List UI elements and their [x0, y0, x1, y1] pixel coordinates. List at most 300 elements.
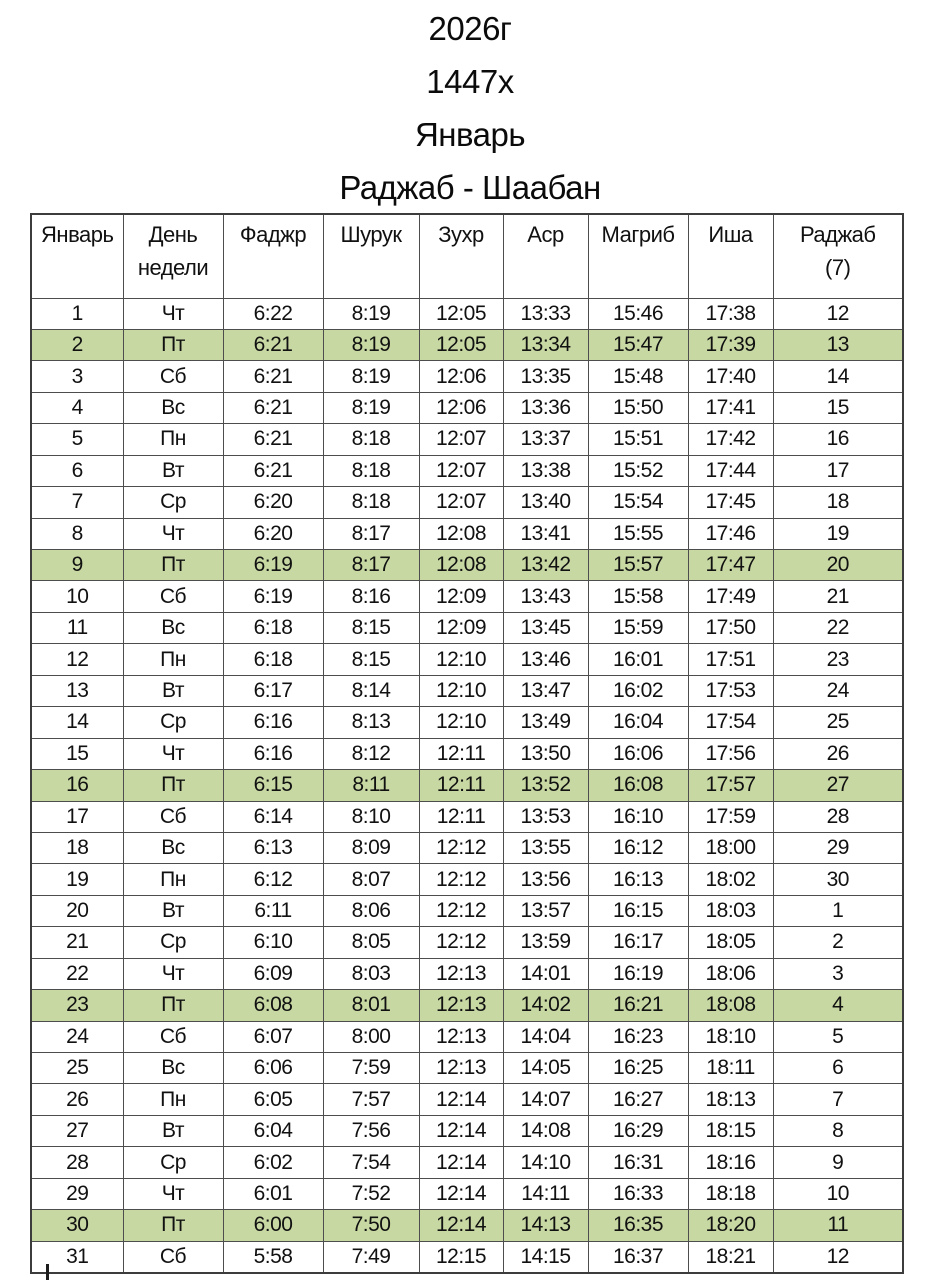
table-cell: Сб: [123, 801, 223, 832]
table-cell: 13:42: [503, 550, 588, 581]
table-cell: 8:13: [323, 707, 419, 738]
table-row: [31, 832, 903, 863]
table-cell: 18:05: [688, 927, 773, 958]
table-cell: 15:50: [588, 392, 688, 423]
table-cell: 26: [773, 738, 903, 769]
table-cell: 11: [773, 1210, 903, 1241]
table-cell: 12:09: [419, 581, 503, 612]
column-header-shuruk: [323, 214, 419, 298]
table-cell: 12:12: [419, 927, 503, 958]
table-row-friday: [31, 550, 903, 581]
table-cell: 6:20: [223, 487, 323, 518]
table-cell: 12:06: [419, 361, 503, 392]
table-cell: 28: [773, 801, 903, 832]
table-cell: 6:10: [223, 927, 323, 958]
table-cell: 6: [31, 455, 123, 486]
table-cell: 6:06: [223, 1053, 323, 1084]
table-cell: 16:37: [588, 1241, 688, 1272]
table-cell: 17:38: [688, 298, 773, 329]
table-cell: 16:17: [588, 927, 688, 958]
table-cell: 5: [773, 1021, 903, 1052]
table-cell: 20: [31, 895, 123, 926]
table-cell: 16:10: [588, 801, 688, 832]
table-cell: 12:11: [419, 738, 503, 769]
table-cell: 8:00: [323, 1021, 419, 1052]
table-cell: Вт: [123, 1115, 223, 1146]
table-cell: 7:49: [323, 1241, 419, 1272]
table-cell: 5: [31, 424, 123, 455]
table-row: [31, 298, 903, 329]
table-cell: 12: [773, 298, 903, 329]
table-row-friday: [31, 329, 903, 360]
table-cell: 8:10: [323, 801, 419, 832]
table-cell: 19: [773, 518, 903, 549]
table-cell: 13:35: [503, 361, 588, 392]
table-cell: 14:08: [503, 1115, 588, 1146]
table-cell: 18:16: [688, 1147, 773, 1178]
table-cell: 11: [31, 612, 123, 643]
table-cell: 16:25: [588, 1053, 688, 1084]
table-cell: 14:04: [503, 1021, 588, 1052]
table-cell: 27: [31, 1115, 123, 1146]
table-cell: 8:09: [323, 832, 419, 863]
table-cell: 12:13: [419, 1021, 503, 1052]
table-cell: 12:07: [419, 424, 503, 455]
table-cell: 13:49: [503, 707, 588, 738]
table-cell: 13:50: [503, 738, 588, 769]
table-cell: 17:49: [688, 581, 773, 612]
table-cell: 8:17: [323, 550, 419, 581]
table-row: [31, 1053, 903, 1084]
title-hijri-months: Раджаб - Шаабан: [339, 169, 601, 206]
table-cell: 13:43: [503, 581, 588, 612]
table-cell: 15:58: [588, 581, 688, 612]
table-cell: 12:14: [419, 1084, 503, 1115]
table-cell: 6:12: [223, 864, 323, 895]
table-row-friday: [31, 990, 903, 1021]
table-cell: 6:20: [223, 518, 323, 549]
table-cell: 9: [31, 550, 123, 581]
table-row: [31, 518, 903, 549]
table-cell: 25: [31, 1053, 123, 1084]
table-cell: 18:06: [688, 958, 773, 989]
table-cell: 16:21: [588, 990, 688, 1021]
column-header-date: [31, 214, 123, 298]
table-cell: 8:14: [323, 675, 419, 706]
table-cell: 17:40: [688, 361, 773, 392]
table-cell: 6: [773, 1053, 903, 1084]
table-cell: 17:47: [688, 550, 773, 581]
table-cell: Вс: [123, 392, 223, 423]
table-cell: Пн: [123, 1084, 223, 1115]
table-cell: 16: [31, 770, 123, 801]
table-cell: 1: [31, 298, 123, 329]
table-cell: 12:10: [419, 644, 503, 675]
table-cell: 12:12: [419, 864, 503, 895]
table-cell: 2: [31, 329, 123, 360]
table-cell: 30: [773, 864, 903, 895]
table-cell: Пт: [123, 1210, 223, 1241]
table-cell: 6:04: [223, 1115, 323, 1146]
table-row: [31, 738, 903, 769]
table-cell: 18:10: [688, 1021, 773, 1052]
table-cell: 17:54: [688, 707, 773, 738]
column-header-label: Шурук: [340, 222, 402, 247]
table-cell: Чт: [123, 518, 223, 549]
table-row: [31, 1147, 903, 1178]
table-cell: 13:56: [503, 864, 588, 895]
table-cell: 6:07: [223, 1021, 323, 1052]
table-cell: 21: [773, 581, 903, 612]
table-cell: 13:36: [503, 392, 588, 423]
table-cell: 24: [31, 1021, 123, 1052]
table-cell: 15:59: [588, 612, 688, 643]
table-cell: 8:15: [323, 644, 419, 675]
table-cell: 17: [773, 455, 903, 486]
table-row: [31, 581, 903, 612]
table-cell: 12:14: [419, 1147, 503, 1178]
table-cell: 7:56: [323, 1115, 419, 1146]
table-cell: 17:39: [688, 329, 773, 360]
table-cell: 12: [31, 644, 123, 675]
table-cell: 6:21: [223, 392, 323, 423]
table-cell: 15:47: [588, 329, 688, 360]
table-cell: 15:48: [588, 361, 688, 392]
table-cell: 17:46: [688, 518, 773, 549]
table-cell: 6:19: [223, 581, 323, 612]
table-cell: 13:41: [503, 518, 588, 549]
table-cell: 15: [31, 738, 123, 769]
table-row: [31, 1241, 903, 1272]
table-cell: 16:06: [588, 738, 688, 769]
table-cell: 14: [773, 361, 903, 392]
table-cell: 6:09: [223, 958, 323, 989]
table-cell: Ср: [123, 707, 223, 738]
table-cell: 17:59: [688, 801, 773, 832]
table-cell: 17:56: [688, 738, 773, 769]
table-row: [31, 361, 903, 392]
table-cell: 8:17: [323, 518, 419, 549]
table-cell: 21: [31, 927, 123, 958]
table-cell: 30: [31, 1210, 123, 1241]
table-cell: 7:50: [323, 1210, 419, 1241]
table-cell: 6:00: [223, 1210, 323, 1241]
table-cell: 12:09: [419, 612, 503, 643]
table-cell: 12:06: [419, 392, 503, 423]
table-cell: 12:14: [419, 1210, 503, 1241]
column-header-label: Магриб: [601, 222, 675, 247]
table-cell: 7: [773, 1084, 903, 1115]
table-cell: Вт: [123, 675, 223, 706]
table-row: [31, 1084, 903, 1115]
column-header-asr: [503, 214, 588, 298]
table-cell: 12:08: [419, 518, 503, 549]
table-cell: Пт: [123, 329, 223, 360]
table-cell: 16:27: [588, 1084, 688, 1115]
table-cell: 15:51: [588, 424, 688, 455]
table-cell: 6:21: [223, 361, 323, 392]
table-cell: 10: [31, 581, 123, 612]
column-header-label: Зухр: [438, 222, 484, 247]
table-cell: 18:21: [688, 1241, 773, 1272]
table-cell: 13:38: [503, 455, 588, 486]
table-cell: 12:11: [419, 801, 503, 832]
column-header-label: День: [148, 222, 198, 247]
table-cell: Чт: [123, 958, 223, 989]
prayer-times-table: [30, 213, 904, 1274]
table-cell: Пт: [123, 550, 223, 581]
table-cell: 2: [773, 927, 903, 958]
table-cell: Сб: [123, 1021, 223, 1052]
table-row: [31, 392, 903, 423]
table-cell: 13:59: [503, 927, 588, 958]
table-cell: 18:02: [688, 864, 773, 895]
table-cell: Вс: [123, 1053, 223, 1084]
title-year: 2026г: [428, 10, 512, 47]
table-cell: 12:07: [419, 455, 503, 486]
table-row: [31, 864, 903, 895]
table-cell: 8:05: [323, 927, 419, 958]
table-cell: 17: [31, 801, 123, 832]
table-row: [31, 487, 903, 518]
table-row: [31, 958, 903, 989]
title-block: [0, 0, 940, 214]
table-cell: 6:21: [223, 329, 323, 360]
table-cell: 6:05: [223, 1084, 323, 1115]
table-cell: Пт: [123, 990, 223, 1021]
table-cell: 8:19: [323, 392, 419, 423]
table-cell: 13:53: [503, 801, 588, 832]
table-cell: 13:40: [503, 487, 588, 518]
table-cell: 10: [773, 1178, 903, 1209]
table-cell: 18: [31, 832, 123, 863]
table-cell: 8:15: [323, 612, 419, 643]
table-row: [31, 1178, 903, 1209]
table-cell: 25: [773, 707, 903, 738]
table-cell: 6:02: [223, 1147, 323, 1178]
table-cell: 12:11: [419, 770, 503, 801]
table-cell: 13:45: [503, 612, 588, 643]
table-cell: 4: [773, 990, 903, 1021]
table-cell: Вт: [123, 455, 223, 486]
table-cell: 12:05: [419, 329, 503, 360]
table-cell: 6:18: [223, 612, 323, 643]
table-cell: 16:08: [588, 770, 688, 801]
table-cell: 7:54: [323, 1147, 419, 1178]
table-cell: 9: [773, 1147, 903, 1178]
column-header-isha: [688, 214, 773, 298]
table-cell: 6:14: [223, 801, 323, 832]
table-cell: 8:07: [323, 864, 419, 895]
table-cell: Ср: [123, 487, 223, 518]
table-cell: 16:31: [588, 1147, 688, 1178]
table-cell: 15:55: [588, 518, 688, 549]
table-row: [31, 1115, 903, 1146]
table-cell: 27: [773, 770, 903, 801]
table-cell: 13:55: [503, 832, 588, 863]
table-cell: 7: [31, 487, 123, 518]
table-cell: 6:19: [223, 550, 323, 581]
table-cell: 16: [773, 424, 903, 455]
column-header-fajr: [223, 214, 323, 298]
table-row: [31, 1021, 903, 1052]
table-cell: 12:13: [419, 990, 503, 1021]
table-row: [31, 455, 903, 486]
table-cell: 18:18: [688, 1178, 773, 1209]
table-cell: 6:11: [223, 895, 323, 926]
table-cell: 8:12: [323, 738, 419, 769]
table-row-friday: [31, 770, 903, 801]
table-header-row: [31, 214, 903, 298]
table-cell: Вс: [123, 832, 223, 863]
table-cell: 4: [31, 392, 123, 423]
table-cell: 3: [773, 958, 903, 989]
title-hijri-year: 1447х: [426, 63, 514, 100]
table-cell: 17:45: [688, 487, 773, 518]
table-cell: 12:07: [419, 487, 503, 518]
table-row: [31, 801, 903, 832]
table-cell: 6:01: [223, 1178, 323, 1209]
table-cell: Чт: [123, 738, 223, 769]
table-cell: 28: [31, 1147, 123, 1178]
table-cell: 17:41: [688, 392, 773, 423]
table-cell: 12:14: [419, 1178, 503, 1209]
table-cell: 17:53: [688, 675, 773, 706]
table-cell: 12:15: [419, 1241, 503, 1272]
table-cell: 16:19: [588, 958, 688, 989]
table-cell: 14: [31, 707, 123, 738]
table-cell: 12:13: [419, 1053, 503, 1084]
table-cell: Ср: [123, 927, 223, 958]
table-cell: 15:57: [588, 550, 688, 581]
prayer-table-body: [31, 298, 903, 1273]
table-cell: 14:15: [503, 1241, 588, 1272]
table-cell: 16:15: [588, 895, 688, 926]
table-cell: 8:06: [323, 895, 419, 926]
table-cell: 12:14: [419, 1115, 503, 1146]
table-row: [31, 424, 903, 455]
table-cell: 6:18: [223, 644, 323, 675]
table-cell: 18:20: [688, 1210, 773, 1241]
table-cell: 17:50: [688, 612, 773, 643]
table-cell: 14:11: [503, 1178, 588, 1209]
table-cell: 6:21: [223, 455, 323, 486]
table-cell: 6:08: [223, 990, 323, 1021]
table-cell: 14:05: [503, 1053, 588, 1084]
table-cell: 5:58: [223, 1241, 323, 1272]
table-cell: 8:19: [323, 329, 419, 360]
bottom-edge-artifact: [46, 1264, 49, 1280]
table-cell: 8:19: [323, 298, 419, 329]
table-cell: 29: [773, 832, 903, 863]
table-cell: 15:52: [588, 455, 688, 486]
table-cell: 12:12: [419, 832, 503, 863]
table-row: [31, 707, 903, 738]
column-header-label: недели: [137, 255, 209, 280]
table-cell: 15:54: [588, 487, 688, 518]
table-cell: 13: [773, 329, 903, 360]
table-cell: 15: [773, 392, 903, 423]
table-cell: 3: [31, 361, 123, 392]
table-cell: Чт: [123, 298, 223, 329]
table-cell: 16:35: [588, 1210, 688, 1241]
column-header-weekday: [123, 214, 223, 298]
table-cell: 23: [773, 644, 903, 675]
table-cell: 18:08: [688, 990, 773, 1021]
table-cell: 19: [31, 864, 123, 895]
table-cell: 23: [31, 990, 123, 1021]
table-cell: 6:15: [223, 770, 323, 801]
table-cell: 6:17: [223, 675, 323, 706]
table-cell: 29: [31, 1178, 123, 1209]
table-cell: Сб: [123, 361, 223, 392]
table-cell: 7:57: [323, 1084, 419, 1115]
table-cell: 24: [773, 675, 903, 706]
table-cell: 13: [31, 675, 123, 706]
table-cell: 17:42: [688, 424, 773, 455]
table-cell: 12:05: [419, 298, 503, 329]
column-header-label: Аср: [527, 222, 564, 247]
column-header-label: Фаджр: [239, 222, 307, 247]
table-cell: 14:02: [503, 990, 588, 1021]
table-cell: 13:57: [503, 895, 588, 926]
table-cell: 22: [773, 612, 903, 643]
table-row: [31, 927, 903, 958]
table-cell: Сб: [123, 581, 223, 612]
table-cell: 20: [773, 550, 903, 581]
table-cell: 6:22: [223, 298, 323, 329]
table-cell: 12:13: [419, 958, 503, 989]
table-cell: Вт: [123, 895, 223, 926]
table-cell: Ср: [123, 1147, 223, 1178]
table-cell: 8:16: [323, 581, 419, 612]
table-row: [31, 675, 903, 706]
column-header-label: Раджаб: [799, 222, 876, 247]
table-cell: 12:10: [419, 675, 503, 706]
table-cell: 14:10: [503, 1147, 588, 1178]
table-cell: 12: [773, 1241, 903, 1272]
table-cell: 8:18: [323, 424, 419, 455]
table-cell: 12:12: [419, 895, 503, 926]
column-header-maghrib: [588, 214, 688, 298]
table-cell: 18:00: [688, 832, 773, 863]
table-cell: 18:03: [688, 895, 773, 926]
table-cell: 13:37: [503, 424, 588, 455]
table-cell: 18:15: [688, 1115, 773, 1146]
table-cell: 8:01: [323, 990, 419, 1021]
table-cell: 15:46: [588, 298, 688, 329]
table-cell: 13:33: [503, 298, 588, 329]
table-cell: 6:16: [223, 738, 323, 769]
table-cell: 8:19: [323, 361, 419, 392]
table-cell: 6:21: [223, 424, 323, 455]
table-cell: 16:13: [588, 864, 688, 895]
table-cell: 12:08: [419, 550, 503, 581]
table-cell: 13:52: [503, 770, 588, 801]
table-cell: 31: [31, 1241, 123, 1272]
table-cell: 26: [31, 1084, 123, 1115]
table-cell: 18: [773, 487, 903, 518]
column-header-label: (7): [825, 255, 851, 280]
title-month: Январь: [414, 116, 526, 153]
table-cell: 8:11: [323, 770, 419, 801]
table-cell: 8:18: [323, 455, 419, 486]
table-cell: 17:44: [688, 455, 773, 486]
column-header-zuhr: [419, 214, 503, 298]
table-row: [31, 612, 903, 643]
table-cell: 7:59: [323, 1053, 419, 1084]
table-cell: 8:18: [323, 487, 419, 518]
